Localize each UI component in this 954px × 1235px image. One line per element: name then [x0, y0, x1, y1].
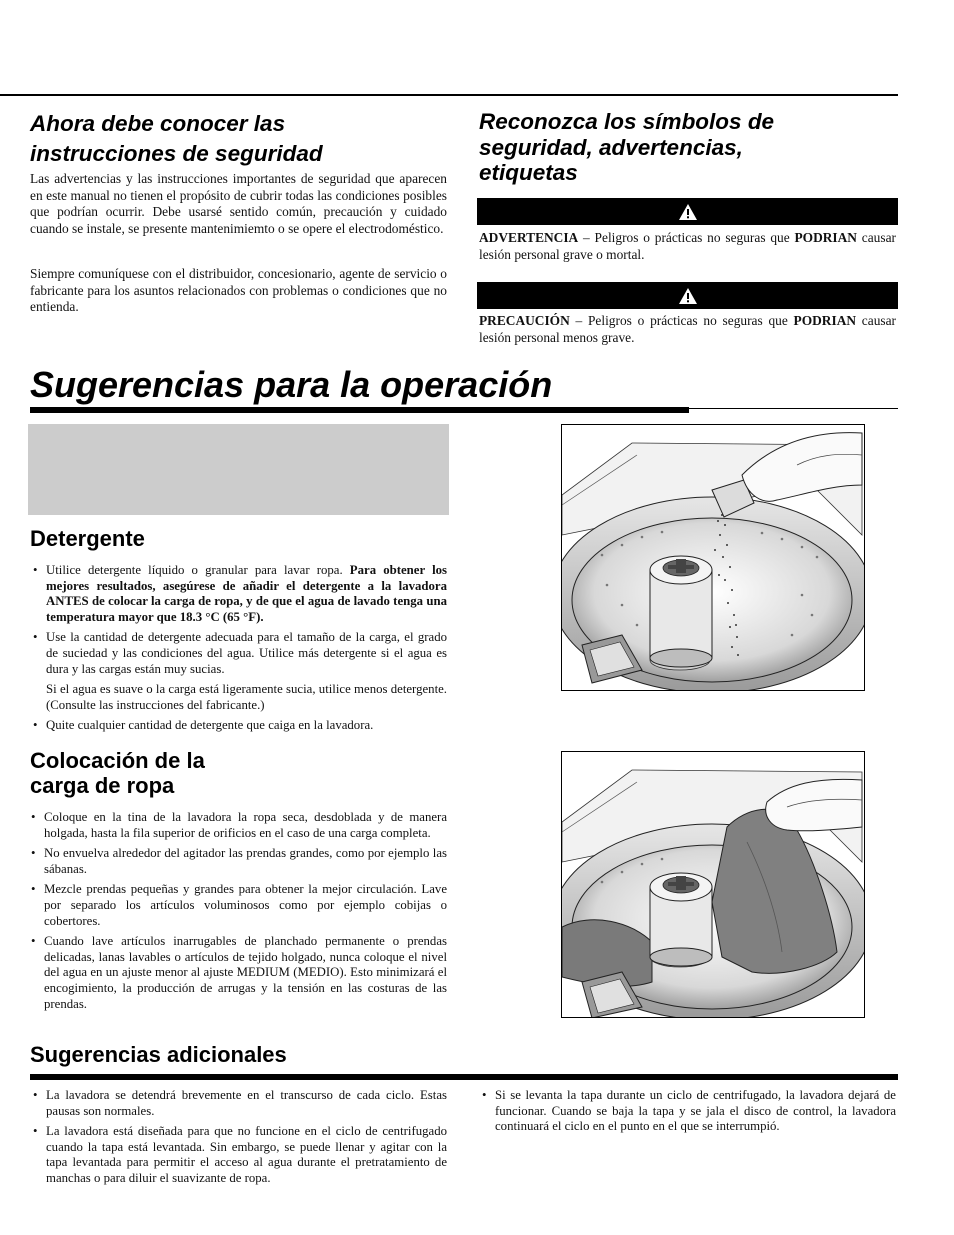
- illustration-detergent: [561, 424, 865, 691]
- safety-heading: Ahora debe conocer las instrucciones de seguridad: [30, 111, 323, 166]
- list-item: • Coloque en la tina de la lavadora la ropa seca, desdoblada y de manera holgada, hasta la fila superior de orificios en el caso de una carga completa.: [28, 810, 447, 841]
- additional-heading: Sugerencias adicionales: [30, 1042, 287, 1067]
- illustration-loading: [561, 751, 865, 1018]
- list-item: • Mezcle prendas pequeñas y grandes para obtener la mejor circulación. Lave por separado los artículos voluminosos como por ejemplo cobijas o cobertores.: [28, 882, 447, 929]
- safety-para-1: Las advertencias y las instrucciones importantes de seguridad que aparecen en este manual no tienen el propósito de cubrir todas las condiciones posibles que podrían ocurrir. Debe usarsé sentido común, precaución y cuidado cuando se instale, se presente mantenimiemto o se opere el electrodoméstico.: [30, 171, 447, 236]
- list-item: • Si se levanta la tapa durante un ciclo de centrifugado, la lavadora dejará de funcionar. Cuando se baja la tapa y se jala el disco de control, la lavadora continuará el ciclo en el punto en el que se interrumpió.: [479, 1088, 896, 1135]
- title-rule-thick: [30, 407, 689, 413]
- detergent-heading: Detergente: [30, 526, 145, 551]
- gray-box: [28, 424, 449, 515]
- list-item: • Quite cualquier cantidad de detergente que caiga en la lavadora.: [30, 718, 447, 734]
- caution-text: PRECAUCIÓN – Peligros o prácticas no seguras que PODRIAN causar lesión personal menos grave.: [479, 313, 896, 345]
- loading-heading: Colocación de la carga de ropa: [30, 748, 205, 798]
- caution-triangle-icon: [678, 287, 698, 305]
- warning-label: ADVERTENCIA: [479, 230, 579, 245]
- list-item: • No envuelva alrededor del agitador las prendas grandes, como por ejemplo las sábanas.: [28, 846, 447, 877]
- page-title: Sugerencias para la operación: [30, 364, 553, 405]
- warning-bar: [477, 198, 898, 225]
- list-item: • La lavadora está diseñada para que no funcione en el ciclo de centrifugado cuando la tapa está levantada. Sin embargo, se puede llenar y agitar con la tapa levantada para permitir el acceso al agua durante el pretratamiento de manchas o para diluir el suavizante de ropa.: [30, 1124, 447, 1186]
- caution-bar: [477, 282, 898, 309]
- loading-list: [28, 810, 447, 1017]
- list-item: • Cuando lave artículos inarrugables de planchado permanente o prendas delicadas, lanas lavables o artículos de tejido holgado, nunca coloque el nivel del agua en un ajuste menor al ajuste MEDIUM (MEDIO). Esto minimizará el encogimiento, la producción de arrugas y la tensión en las costuras de las prendas.: [28, 934, 447, 1012]
- warning-text: ADVERTENCIA – Peligros o prácticas no seguras que PODRIAN causar lesión personal grave o mortal.: [479, 230, 896, 262]
- title-rule-thin: [689, 408, 898, 409]
- symbols-heading: Reconozca los símbolos de seguridad, advertencias, etiquetas: [479, 109, 775, 185]
- washer-loading-illustration: [562, 752, 864, 1017]
- caution-label: PRECAUCIÓN: [479, 313, 570, 328]
- washer-detergent-illustration: [562, 425, 864, 690]
- top-rule: [0, 94, 898, 96]
- additional-rule: [30, 1074, 898, 1080]
- safety-para-2: Siempre comuníquese con el distribuidor, concesionario, agente de servicio o fabricante para los asuntos relacionados con problemas o condiciones que no entienda.: [30, 266, 447, 315]
- list-item: • Use la cantidad de detergente adecuada para el tamaño de la carga, el grado de suciedad y las condiciones del agua. Utilice más detergente si el agua es dura y las cargas están muy sucias. Si el agua es suave o la carga está ligeramente sucia, utilice menos detergente. (Consulte las instrucciones del fabricante.): [30, 630, 447, 713]
- warning-triangle-icon: [678, 203, 698, 221]
- detergent-list: [30, 563, 447, 739]
- additional-right-list: [479, 1088, 896, 1140]
- list-item: • Utilice detergente líquido o granular para lavar ropa. Para obtener los mejores resultados, asegúrese de añadir el detergente a la lavadora ANTES de colocar la carga de ropa, y de que el agua de lavado tenga una temperatura mayor que 18.3 °C (65 °F).: [30, 563, 447, 625]
- additional-left-list: [30, 1088, 447, 1192]
- list-item-continuation: Si el agua es suave o la carga está ligeramente sucia, utilice menos detergente. (Consulte las instrucciones del fabricante.): [46, 682, 447, 712]
- list-item: • La lavadora se detendrá brevemente en el transcurso de cada ciclo. Estas pausas son normales.: [30, 1088, 447, 1119]
